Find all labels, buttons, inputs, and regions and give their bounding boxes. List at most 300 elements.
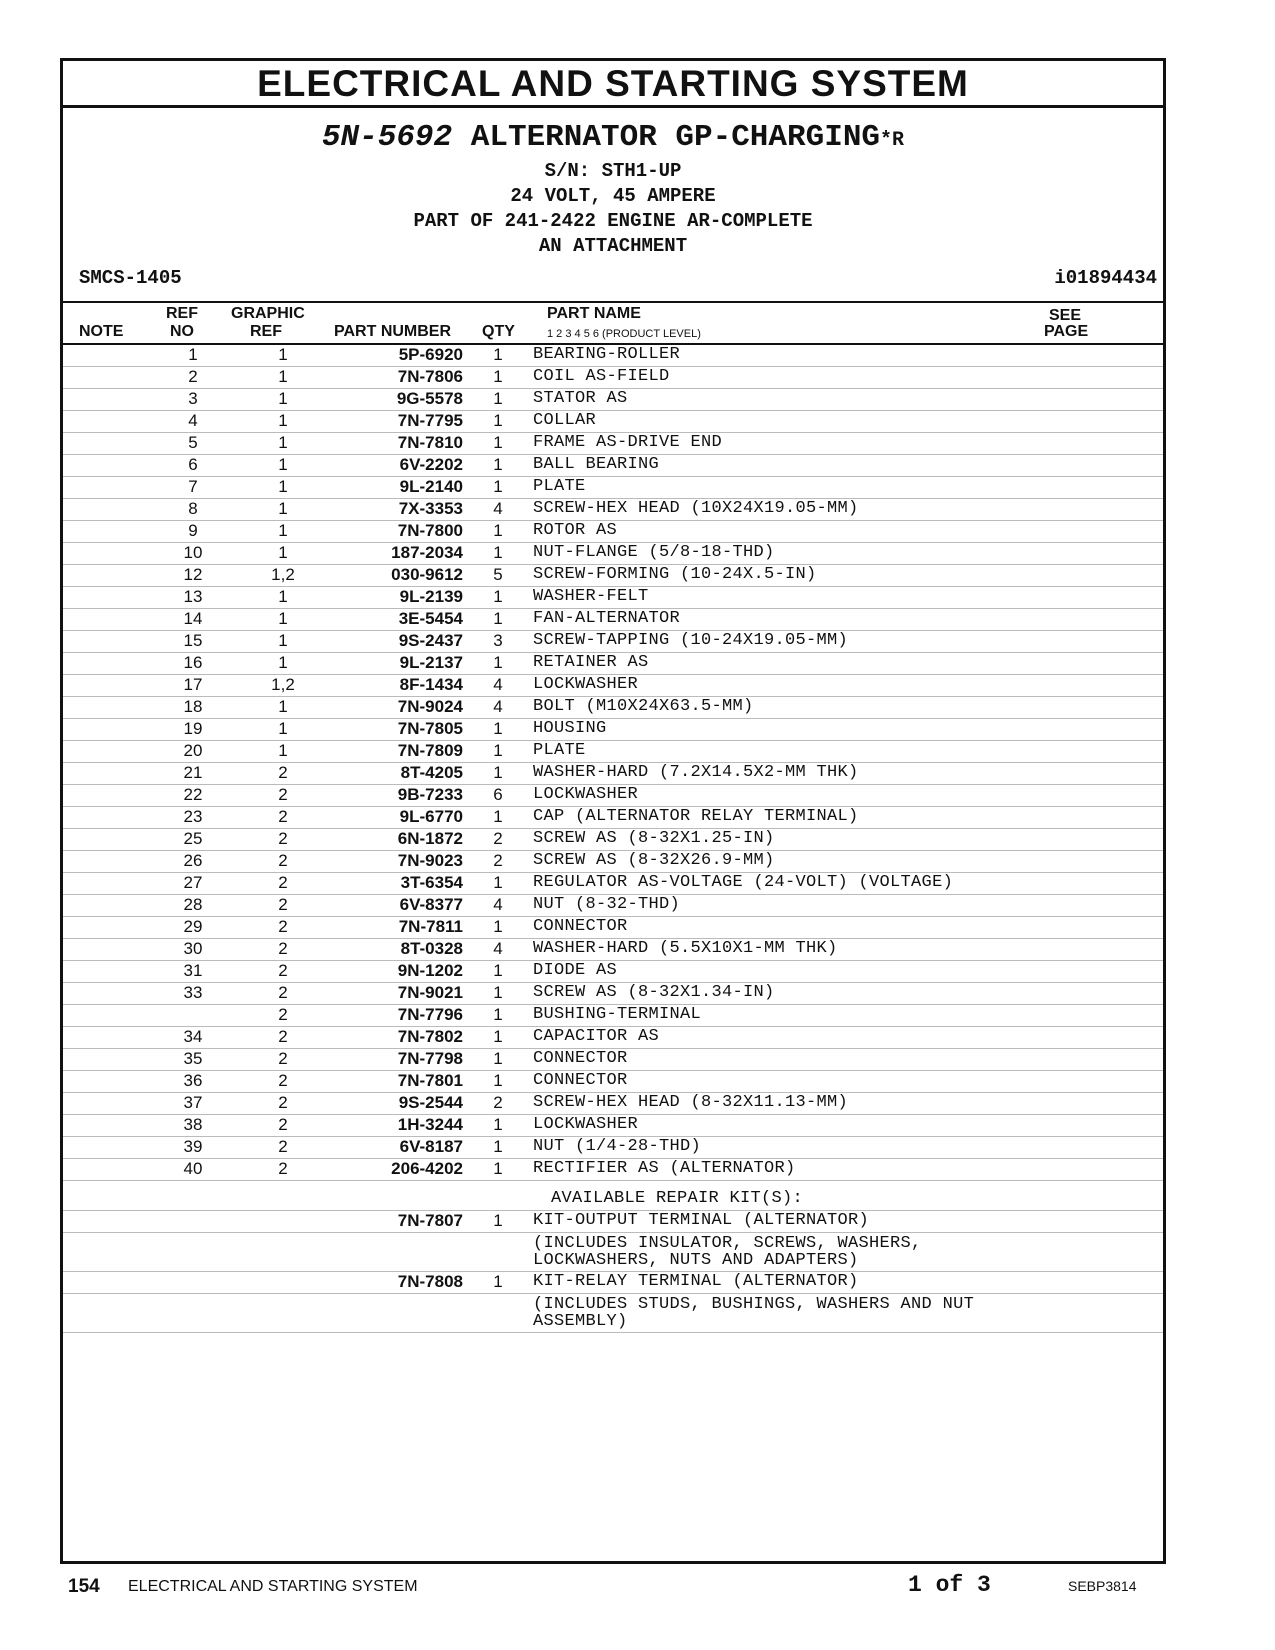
empty-cell — [323, 1294, 463, 1333]
qty-cell: 1 — [463, 1027, 533, 1049]
qty-cell: 3 — [463, 631, 533, 653]
qty-cell: 1 — [463, 719, 533, 741]
col-ref-bottom: NO — [170, 323, 194, 340]
graphic-ref-cell: 1 — [243, 741, 323, 763]
see-page-cell — [1103, 521, 1163, 543]
table-row — [63, 411, 1163, 433]
part-number-cell: 9B-7233 — [323, 785, 463, 807]
empty-cell — [63, 1181, 143, 1211]
note-cell — [63, 675, 143, 697]
note-cell — [63, 1049, 143, 1071]
ref-no-cell: 29 — [143, 917, 243, 939]
qty-cell: 1 — [463, 543, 533, 565]
see-page-cell — [1103, 697, 1163, 719]
col-see-top: SEE — [1049, 307, 1082, 324]
qty-cell: 1 — [463, 367, 533, 389]
see-page-cell — [1103, 1233, 1163, 1272]
see-page-cell — [1103, 873, 1163, 895]
table-row — [63, 1137, 1163, 1159]
note-cell — [63, 521, 143, 543]
note-cell — [63, 1115, 143, 1137]
graphic-ref-cell: 1 — [243, 367, 323, 389]
qty-cell: 1 — [463, 587, 533, 609]
ref-no-cell: 10 — [143, 543, 243, 565]
see-page-cell — [1103, 389, 1163, 411]
note-cell — [63, 895, 143, 917]
graphic-ref-cell: 2 — [243, 895, 323, 917]
table-row — [63, 675, 1163, 697]
group-part-name: ALTERNATOR GP-CHARGING — [470, 120, 881, 155]
qty-cell: 1 — [463, 411, 533, 433]
part-number-cell: 6V-2202 — [323, 455, 463, 477]
qty-cell: 4 — [463, 939, 533, 961]
note-cell — [63, 543, 143, 565]
note-cell — [63, 1159, 143, 1181]
graphic-ref-cell: 2 — [243, 851, 323, 873]
col-see-bottom: PAGE — [1044, 323, 1089, 340]
part-number-cell: 7N-9023 — [323, 851, 463, 873]
kit-description-row — [63, 1233, 1163, 1272]
qty-cell: 1 — [463, 609, 533, 631]
see-page-cell — [1103, 763, 1163, 785]
part-number-cell: 187-2034 — [323, 543, 463, 565]
empty-cell — [243, 1272, 323, 1294]
part-number-cell: 7N-9021 — [323, 983, 463, 1005]
qty-cell: 2 — [463, 851, 533, 873]
note-cell — [63, 917, 143, 939]
see-page-cell — [1103, 785, 1163, 807]
ref-no-cell: 34 — [143, 1027, 243, 1049]
table-row — [63, 983, 1163, 1005]
table-row — [63, 917, 1163, 939]
see-page-cell — [1103, 631, 1163, 653]
graphic-ref-cell: 2 — [243, 1027, 323, 1049]
col-product-level: 1 2 3 4 5 6 (PRODUCT LEVEL) — [547, 328, 701, 340]
graphic-ref-cell: 2 — [243, 983, 323, 1005]
part-name-cell: LOCKWASHER — [533, 675, 1103, 697]
qty-cell: 5 — [463, 565, 533, 587]
see-page-cell — [1103, 917, 1163, 939]
ref-no-cell: 26 — [143, 851, 243, 873]
see-page-cell — [1103, 1093, 1163, 1115]
part-number-cell: 030-9612 — [323, 565, 463, 587]
kit-row — [63, 1211, 1163, 1233]
ref-no-cell: 22 — [143, 785, 243, 807]
table-row — [63, 895, 1163, 917]
see-page-cell — [1103, 1159, 1163, 1181]
see-page-cell — [1103, 719, 1163, 741]
table-row — [63, 741, 1163, 763]
see-page-cell — [1103, 1181, 1163, 1211]
see-page-cell — [1103, 499, 1163, 521]
note-cell — [63, 389, 143, 411]
document-number: SEBP3814 — [1068, 1578, 1137, 1594]
see-page-cell — [1103, 609, 1163, 631]
part-name-cell: LOCKWASHER — [533, 1115, 1103, 1137]
part-name-cell: DIODE AS — [533, 961, 1103, 983]
part-number-cell: 7N-7806 — [323, 367, 463, 389]
see-page-cell — [1103, 587, 1163, 609]
table-row — [63, 829, 1163, 851]
part-name-cell: CONNECTOR — [533, 917, 1103, 939]
note-cell — [63, 411, 143, 433]
table-row — [63, 609, 1163, 631]
note-cell — [63, 1005, 143, 1027]
part-name-cell: ROTOR AS — [533, 521, 1103, 543]
smcs-code: SMCS-1405 — [79, 267, 182, 289]
part-name-cell: SCREW AS (8-32X1.25-IN) — [533, 829, 1103, 851]
graphic-ref-cell: 2 — [243, 1005, 323, 1027]
kit-description: (INCLUDES STUDS, BUSHINGS, WASHERS AND NUT ASSEMBLY) — [533, 1294, 1103, 1333]
table-row — [63, 763, 1163, 785]
part-number-cell: 6V-8187 — [323, 1137, 463, 1159]
col-part-number: PART NUMBER — [334, 323, 452, 340]
kit-name: KIT-RELAY TERMINAL (ALTERNATOR) — [533, 1272, 1103, 1294]
section-title: ELECTRICAL AND STARTING SYSTEM — [63, 61, 1163, 108]
see-page-cell — [1103, 1211, 1163, 1233]
see-page-cell — [1103, 1137, 1163, 1159]
part-of: PART OF 241-2422 ENGINE AR-COMPLETE — [413, 210, 813, 232]
part-number-cell: 8T-0328 — [323, 939, 463, 961]
qty-cell: 1 — [463, 763, 533, 785]
kit-heading-row — [63, 1181, 1163, 1211]
graphic-ref-cell: 1 — [243, 653, 323, 675]
qty-cell: 1 — [463, 1005, 533, 1027]
part-name-cell: NUT-FLANGE (5/8-18-THD) — [533, 543, 1103, 565]
empty-cell — [243, 1233, 323, 1272]
ref-no-cell: 13 — [143, 587, 243, 609]
part-name-cell: SCREW-FORMING (10-24X.5-IN) — [533, 565, 1103, 587]
ref-no-cell: 12 — [143, 565, 243, 587]
table-row — [63, 653, 1163, 675]
col-ref-top: REF — [166, 305, 198, 322]
part-number-cell: 1H-3244 — [323, 1115, 463, 1137]
qty-cell: 1 — [463, 1115, 533, 1137]
see-page-cell — [1103, 961, 1163, 983]
table-row — [63, 521, 1163, 543]
ref-no-cell: 21 — [143, 763, 243, 785]
part-name-cell: HOUSING — [533, 719, 1103, 741]
part-name-cell: RECTIFIER AS (ALTERNATOR) — [533, 1159, 1103, 1181]
note-cell — [63, 477, 143, 499]
footer-section: ELECTRICAL AND STARTING SYSTEM — [128, 1578, 418, 1595]
note-cell — [63, 565, 143, 587]
part-name-cell: CONNECTOR — [533, 1049, 1103, 1071]
empty-cell — [63, 1233, 143, 1272]
parts-table — [63, 345, 1163, 1333]
qty-cell: 4 — [463, 499, 533, 521]
part-name-cell: FRAME AS-DRIVE END — [533, 433, 1103, 455]
see-page-cell — [1103, 1049, 1163, 1071]
note-cell — [63, 983, 143, 1005]
part-number-cell: 9L-2140 — [323, 477, 463, 499]
ref-no-cell: 5 — [143, 433, 243, 455]
ref-no-cell: 23 — [143, 807, 243, 829]
empty-cell — [63, 1211, 143, 1233]
part-name-cell: WASHER-HARD (7.2X14.5X2-MM THK) — [533, 763, 1103, 785]
see-page-cell — [1103, 433, 1163, 455]
qty-cell: 1 — [463, 345, 533, 367]
part-number-cell: 7N-7800 — [323, 521, 463, 543]
graphic-ref-cell: 2 — [243, 785, 323, 807]
ref-no-cell: 30 — [143, 939, 243, 961]
graphic-ref-cell: 1 — [243, 345, 323, 367]
part-name-cell: CONNECTOR — [533, 1071, 1103, 1093]
graphic-ref-cell: 2 — [243, 1115, 323, 1137]
table-row — [63, 1093, 1163, 1115]
part-number-cell: 7N-7811 — [323, 917, 463, 939]
see-page-cell — [1103, 895, 1163, 917]
qty-cell: 1 — [463, 521, 533, 543]
rating: 24 VOLT, 45 AMPERE — [510, 185, 716, 207]
table-row — [63, 1005, 1163, 1027]
ref-no-cell: 19 — [143, 719, 243, 741]
note-cell — [63, 719, 143, 741]
part-number-cell: 8F-1434 — [323, 675, 463, 697]
table-row — [63, 631, 1163, 653]
part-number-cell: 9L-2137 — [323, 653, 463, 675]
qty-cell: 1 — [463, 1049, 533, 1071]
qty-cell: 1 — [463, 477, 533, 499]
note-cell — [63, 807, 143, 829]
part-number-cell: 7N-7802 — [323, 1027, 463, 1049]
ref-no-cell: 2 — [143, 367, 243, 389]
graphic-ref-cell: 1 — [243, 411, 323, 433]
ref-no-cell — [143, 1005, 243, 1027]
see-page-cell — [1103, 367, 1163, 389]
part-name-cell: SCREW AS (8-32X26.9-MM) — [533, 851, 1103, 873]
note-cell — [63, 829, 143, 851]
empty-cell — [243, 1211, 323, 1233]
ref-no-cell: 6 — [143, 455, 243, 477]
note-cell — [63, 1027, 143, 1049]
note-cell — [63, 587, 143, 609]
see-page-cell — [1103, 1294, 1163, 1333]
group-title — [63, 120, 1163, 159]
part-number-cell: 9G-5578 — [323, 389, 463, 411]
kit-description: (INCLUDES INSULATOR, SCREWS, WASHERS, LOCKWASHERS, NUTS AND ADAPTERS) — [533, 1233, 1103, 1272]
table-row — [63, 477, 1163, 499]
table-row — [63, 1159, 1163, 1181]
qty-cell: 1 — [463, 741, 533, 763]
part-number-cell: 7N-7810 — [323, 433, 463, 455]
part-name-cell: STATOR AS — [533, 389, 1103, 411]
ref-no-cell: 16 — [143, 653, 243, 675]
ref-no-cell: 37 — [143, 1093, 243, 1115]
part-number-cell: 6N-1872 — [323, 829, 463, 851]
qty-cell: 1 — [463, 455, 533, 477]
qty-cell: 1 — [463, 983, 533, 1005]
part-number-cell: 7N-7801 — [323, 1071, 463, 1093]
graphic-ref-cell: 2 — [243, 1049, 323, 1071]
empty-cell — [143, 1272, 243, 1294]
ref-no-cell: 38 — [143, 1115, 243, 1137]
empty-cell — [243, 1181, 323, 1211]
part-name-cell: NUT (1/4-28-THD) — [533, 1137, 1103, 1159]
ref-no-cell: 7 — [143, 477, 243, 499]
empty-cell — [243, 1294, 323, 1333]
empty-cell — [463, 1233, 533, 1272]
see-page-cell — [1103, 829, 1163, 851]
note-cell — [63, 1071, 143, 1093]
graphic-ref-cell: 2 — [243, 1137, 323, 1159]
col-note: NOTE — [79, 323, 124, 340]
part-number-cell: 3E-5454 — [323, 609, 463, 631]
table-row — [63, 499, 1163, 521]
graphic-ref-cell: 1 — [243, 631, 323, 653]
graphic-ref-cell: 1,2 — [243, 675, 323, 697]
kit-row — [63, 1272, 1163, 1294]
graphic-ref-cell: 1 — [243, 543, 323, 565]
note-cell — [63, 631, 143, 653]
empty-cell — [63, 1294, 143, 1333]
kit-part-number: 7N-7808 — [323, 1272, 463, 1294]
note-cell — [63, 367, 143, 389]
see-page-cell — [1103, 807, 1163, 829]
note-cell — [63, 433, 143, 455]
part-number-cell: 7N-7805 — [323, 719, 463, 741]
note-cell — [63, 697, 143, 719]
see-page-cell — [1103, 455, 1163, 477]
part-number-cell: 7N-9024 — [323, 697, 463, 719]
graphic-ref-cell: 1 — [243, 609, 323, 631]
kit-part-number: 7N-7807 — [323, 1211, 463, 1233]
table-row — [63, 697, 1163, 719]
note-cell — [63, 499, 143, 521]
note-cell — [63, 961, 143, 983]
graphic-ref-cell: 1 — [243, 521, 323, 543]
ref-no-cell: 14 — [143, 609, 243, 631]
table-row — [63, 345, 1163, 367]
part-name-cell: PLATE — [533, 741, 1103, 763]
graphic-ref-cell: 1 — [243, 389, 323, 411]
see-page-cell — [1103, 939, 1163, 961]
see-page-cell — [1103, 565, 1163, 587]
ref-no-cell: 27 — [143, 873, 243, 895]
part-number-cell: 7N-7798 — [323, 1049, 463, 1071]
table-row — [63, 785, 1163, 807]
see-page-cell — [1103, 1005, 1163, 1027]
part-number-cell: 7N-7796 — [323, 1005, 463, 1027]
part-name-cell: SCREW-HEX HEAD (10X24X19.05-MM) — [533, 499, 1103, 521]
graphic-ref-cell: 1 — [243, 477, 323, 499]
see-page-cell — [1103, 983, 1163, 1005]
graphic-ref-cell: 2 — [243, 961, 323, 983]
graphic-ref-cell: 1 — [243, 433, 323, 455]
graphic-ref-cell: 1,2 — [243, 565, 323, 587]
part-name-cell: BEARING-ROLLER — [533, 345, 1103, 367]
table-row — [63, 807, 1163, 829]
see-page-cell — [1103, 1027, 1163, 1049]
part-name-cell: BUSHING-TERMINAL — [533, 1005, 1103, 1027]
qty-cell: 1 — [463, 807, 533, 829]
table-row — [63, 961, 1163, 983]
see-page-cell — [1103, 543, 1163, 565]
ref-no-cell: 35 — [143, 1049, 243, 1071]
ref-no-cell: 1 — [143, 345, 243, 367]
col-graphic-top: GRAPHIC — [231, 305, 305, 322]
see-page-cell — [1103, 1071, 1163, 1093]
graphic-ref-cell: 2 — [243, 1071, 323, 1093]
qty-cell: 1 — [463, 1159, 533, 1181]
part-name-cell: CAPACITOR AS — [533, 1027, 1103, 1049]
note-cell — [63, 345, 143, 367]
column-headers — [63, 301, 1163, 345]
kit-description-row — [63, 1294, 1163, 1333]
empty-cell — [323, 1233, 463, 1272]
kit-qty: 1 — [463, 1211, 533, 1233]
qty-cell: 2 — [463, 1093, 533, 1115]
ref-no-cell: 17 — [143, 675, 243, 697]
part-number-cell: 9S-2437 — [323, 631, 463, 653]
col-graphic-bottom: REF — [250, 323, 282, 340]
part-name-cell: BALL BEARING — [533, 455, 1103, 477]
qty-cell: 1 — [463, 653, 533, 675]
ref-no-cell: 28 — [143, 895, 243, 917]
ref-no-cell: 33 — [143, 983, 243, 1005]
part-number-cell: 7N-7809 — [323, 741, 463, 763]
part-name-cell: FAN-ALTERNATOR — [533, 609, 1103, 631]
part-number-cell: 6V-8377 — [323, 895, 463, 917]
table-row — [63, 565, 1163, 587]
graphic-ref-cell: 2 — [243, 1093, 323, 1115]
page-of: 1 of 3 — [908, 1572, 991, 1598]
see-page-cell — [1103, 851, 1163, 873]
table-row — [63, 1049, 1163, 1071]
note-cell — [63, 851, 143, 873]
note-cell — [63, 763, 143, 785]
empty-cell — [463, 1294, 533, 1333]
ref-no-cell: 9 — [143, 521, 243, 543]
see-page-cell — [1103, 345, 1163, 367]
ref-no-cell: 36 — [143, 1071, 243, 1093]
table-row — [63, 1115, 1163, 1137]
serial-number: S/N: STH1-UP — [544, 160, 682, 182]
part-name-cell: WASHER-HARD (5.5X10X1-MM THK) — [533, 939, 1103, 961]
empty-cell — [323, 1181, 463, 1211]
page-footer — [0, 1572, 1275, 1602]
page-number: 154 — [68, 1576, 100, 1597]
graphic-ref-cell: 1 — [243, 719, 323, 741]
empty-cell — [143, 1233, 243, 1272]
part-name-cell: CAP (ALTERNATOR RELAY TERMINAL) — [533, 807, 1103, 829]
graphic-ref-cell: 2 — [243, 807, 323, 829]
table-row — [63, 873, 1163, 895]
group-part-number: 5N-5692 — [321, 120, 453, 155]
note-cell — [63, 741, 143, 763]
ref-no-cell: 18 — [143, 697, 243, 719]
ref-no-cell: 4 — [143, 411, 243, 433]
note-cell — [63, 785, 143, 807]
see-page-cell — [1103, 1272, 1163, 1294]
part-name-cell: SCREW-HEX HEAD (8-32X11.13-MM) — [533, 1093, 1103, 1115]
ref-no-cell: 20 — [143, 741, 243, 763]
kit-qty: 1 — [463, 1272, 533, 1294]
qty-cell: 4 — [463, 697, 533, 719]
part-number-cell: 8T-4205 — [323, 763, 463, 785]
graphic-ref-cell: 2 — [243, 873, 323, 895]
ref-no-cell: 25 — [143, 829, 243, 851]
table-row — [63, 1027, 1163, 1049]
see-page-cell — [1103, 411, 1163, 433]
table-row — [63, 455, 1163, 477]
part-name-cell: BOLT (M10X24X63.5-MM) — [533, 697, 1103, 719]
graphic-ref-cell: 1 — [243, 499, 323, 521]
part-name-cell: SCREW-TAPPING (10-24X19.05-MM) — [533, 631, 1103, 653]
qty-cell: 1 — [463, 389, 533, 411]
graphic-ref-cell: 2 — [243, 763, 323, 785]
smcs-row — [63, 267, 1163, 293]
